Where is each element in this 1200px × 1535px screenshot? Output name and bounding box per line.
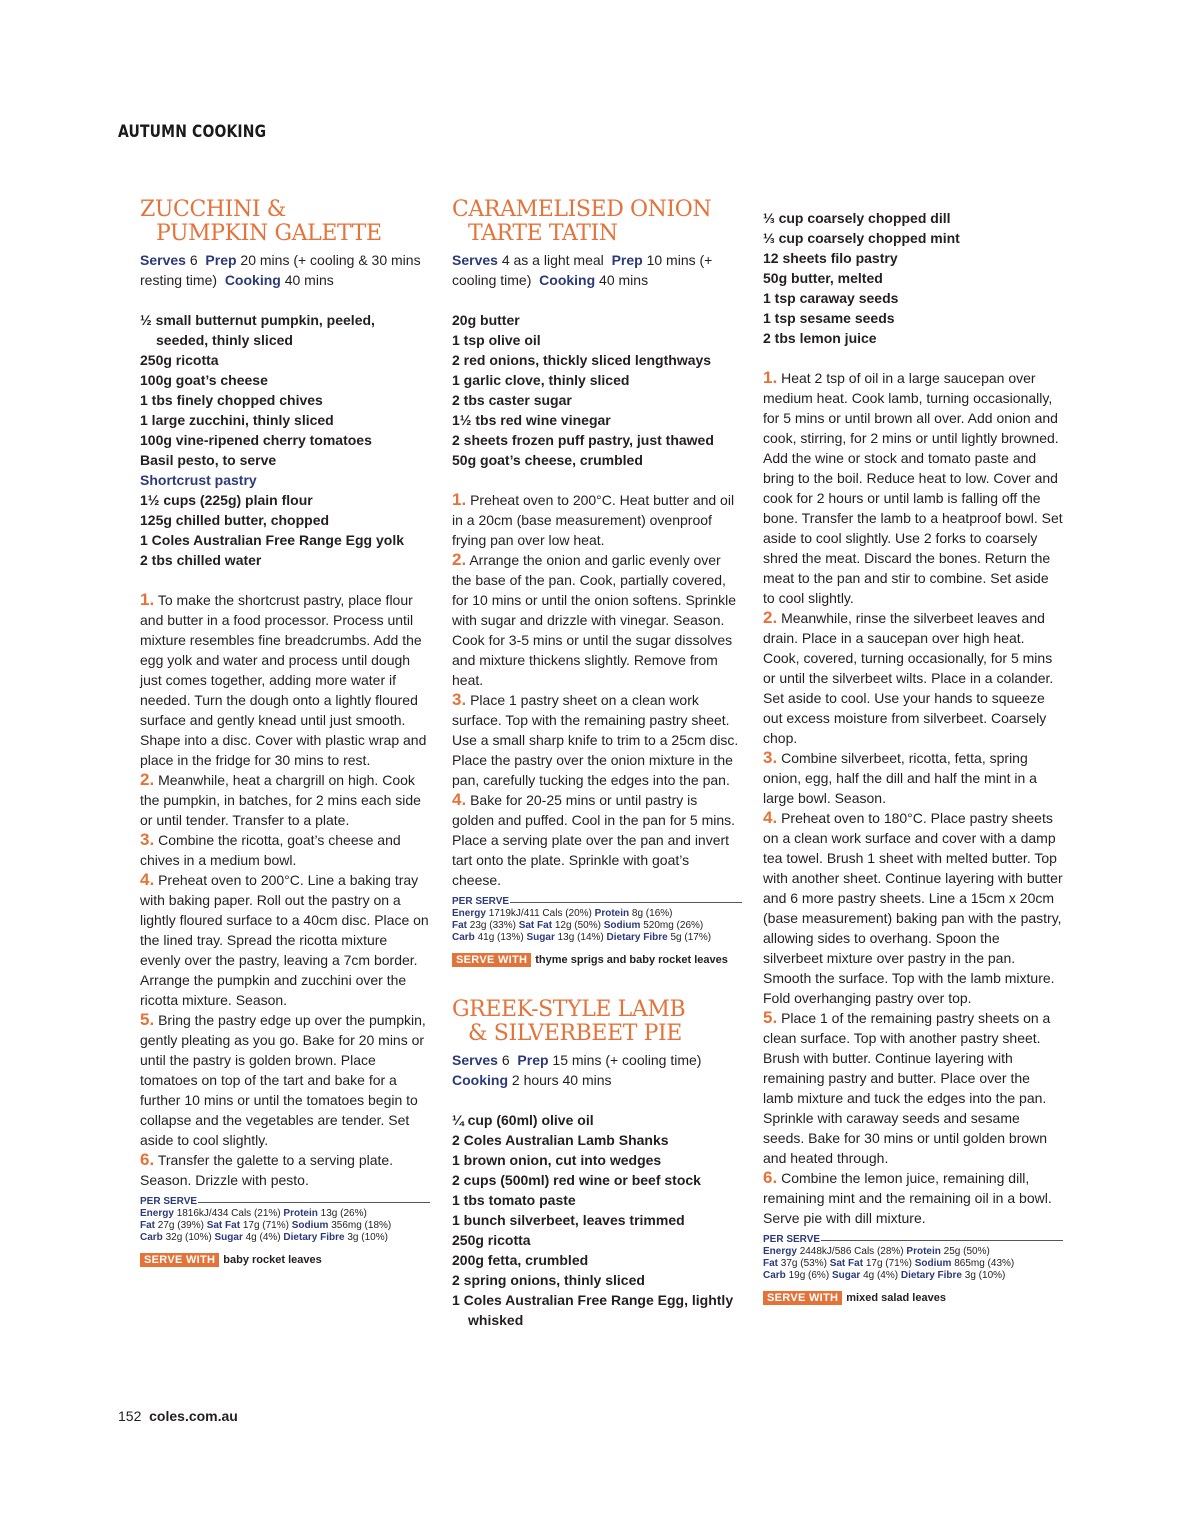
per-serve-heading: PER SERVE — [140, 1196, 430, 1208]
nutrient-value: 17g (71%) — [242, 1220, 289, 1231]
step-number: 2. — [140, 770, 155, 789]
site-link[interactable]: coles.com.au — [149, 1408, 238, 1424]
nutrient-label: Energy — [452, 908, 486, 919]
nutrient-value: 17g (71%) — [865, 1258, 912, 1269]
ingredient-item: 12 sheets filo pastry — [763, 250, 898, 266]
serve-with-tag: SERVE WITH — [452, 953, 531, 967]
method-steps — [452, 490, 742, 890]
method-step — [763, 808, 1063, 1008]
recipe-title: CARAMELISED ONION TARTE TATIN — [452, 197, 712, 246]
method-step — [452, 690, 742, 790]
nutrient-value: 1816kJ/434 Cals (21%) — [176, 1208, 281, 1219]
nutrition-info — [763, 1234, 1063, 1282]
per-serve-heading: PER SERVE — [763, 1234, 1063, 1246]
serve-with: SERVE WITH baby rocket leaves — [140, 1252, 430, 1268]
nutrient-value: 32g (10%) — [165, 1232, 212, 1243]
nutrient-label: Protein — [283, 1208, 318, 1219]
page-number: 152 — [118, 1408, 142, 1424]
ingredient-item: 100g vine-ripened cherry tomatoes — [140, 432, 372, 448]
ingredient-list — [452, 1110, 742, 1330]
ingredient-item: 2 sheets frozen puff pastry, just thawed — [452, 432, 714, 448]
step-text: Bake for 20-25 mins or until pastry is golden and puffed. Cool in the pan for 5 mins. Place a serving plate over the pan and invert tart onto the plate. Sprinkle with goat’s cheese. — [452, 792, 736, 888]
recipe-meta: Serves 6 Prep 20 mins (+ cooling & 30 mins resting time) Cooking 40 mins — [140, 252, 421, 288]
step-text: Transfer the galette to a serving plate. Season. Drizzle with pesto. — [140, 1152, 394, 1188]
ingredient-list — [452, 310, 742, 470]
step-number: 4. — [452, 790, 467, 809]
ingredient-item: 50g butter, melted — [763, 270, 883, 286]
method-step — [763, 608, 1063, 748]
step-text: Meanwhile, rinse the silverbeet leaves and drain. Place in a saucepan over high heat. Cook, covered, turning occasionally, for 5 mins or until the silverbeet wilts. Place in a colander. Set aside to cool. Use your hands to squeeze out excess moisture from silverbeet. Coarsely chop. — [763, 610, 1054, 746]
method-step — [140, 770, 430, 830]
ingredient-item: 1 garlic clove, thinly sliced — [452, 372, 630, 388]
ingredient-item: 2 tbs chilled water — [140, 552, 262, 568]
method-step — [140, 1150, 430, 1190]
step-text: Combine the lemon juice, remaining dill, remaining mint and the remaining oil in a bowl. Serve pie with dill mixture. — [763, 1170, 1052, 1226]
method-step — [452, 790, 742, 890]
nutrient-label: Sugar — [214, 1232, 243, 1243]
nutrient-value: 23g (33%) — [469, 920, 516, 931]
step-number: 3. — [763, 748, 778, 767]
ingredient-item: 1 bunch silverbeet, leaves trimmed — [452, 1212, 685, 1228]
recipe-lamb-continued — [763, 198, 1063, 1306]
ingredient-item: 1 tbs tomato paste — [452, 1192, 576, 1208]
nutrition-line — [452, 932, 742, 944]
nutrition-line — [140, 1232, 430, 1244]
method-step — [763, 1168, 1063, 1228]
step-number: 4. — [140, 870, 155, 889]
step-number: 3. — [140, 830, 155, 849]
page-footer — [118, 1408, 238, 1424]
ingredient-list — [140, 310, 430, 470]
step-number: 2. — [763, 608, 778, 627]
nutrient-label: Carb — [763, 1270, 786, 1281]
ingredient-item: 2 cups (500ml) red wine or beef stock — [452, 1172, 701, 1188]
nutrient-value: 8g (16%) — [631, 908, 673, 919]
ingredient-item: 1 tsp caraway seeds — [763, 290, 899, 306]
step-text: Place 1 pastry sheet on a clean work surface. Top with the remaining pastry sheet. Use a small sharp knife to trim to a 25cm disc. Place the pastry over the onion mixture in the pan, carefully tucking the edges into the pan. — [452, 692, 739, 788]
ingredient-item: 2 red onions, thickly sliced lengthways — [452, 352, 712, 368]
nutrition-line — [763, 1270, 1063, 1282]
method-step — [763, 1008, 1063, 1168]
nutrition-line — [452, 920, 742, 932]
step-text: Meanwhile, heat a chargrill on high. Cook the pumpkin, in batches, for 2 mins each side or until tender. Transfer to a plate. — [140, 772, 421, 828]
ingredient-item: 125g chilled butter, chopped — [140, 512, 330, 528]
sub-ingredient-list — [140, 470, 430, 490]
serve-with: SERVE WITH thyme sprigs and baby rocket leaves — [452, 952, 742, 968]
sub-ingredients — [140, 490, 430, 570]
nutrient-value: 13g (26%) — [320, 1208, 367, 1219]
nutrient-label: Sugar — [831, 1270, 861, 1281]
nutrient-label: Sodium — [914, 1258, 952, 1269]
nutrient-value: 37g (53%) — [780, 1258, 827, 1269]
nutrient-label: Fat — [140, 1220, 155, 1231]
step-number: 5. — [140, 1010, 155, 1029]
method-step — [140, 870, 430, 1010]
nutrient-value: 27g (39%) — [157, 1220, 204, 1231]
nutrient-label: Sat Fat — [206, 1220, 241, 1231]
nutrient-label: Fat — [452, 920, 467, 931]
serve-with-tag: SERVE WITH — [140, 1253, 219, 1267]
ingredient-item: 1 tsp olive oil — [452, 332, 541, 348]
nutrient-label: Protein — [594, 908, 630, 919]
nutrition-line — [763, 1258, 1063, 1270]
nutrient-value: 865mg (43%) — [954, 1258, 1015, 1269]
per-serve-heading: PER SERVE — [452, 896, 742, 908]
recipe-tatin — [452, 198, 742, 1330]
ingredient-item: 1 Coles Australian Free Range Egg yolk — [140, 532, 405, 548]
nutrient-label: Protein — [906, 1246, 941, 1257]
nutrition-line — [763, 1246, 1063, 1258]
method-step — [140, 590, 430, 770]
ingredient-item: 1 large zucchini, thinly sliced — [140, 412, 334, 428]
ingredient-item: Basil pesto, to serve — [140, 452, 277, 468]
step-text: Preheat oven to 180°C. Place pastry sheets on a clean work surface and cover with a damp tea towel. Brush 1 sheet with melted butter. Top with another sheet. Continue layering with butter and 6 more pastry sheets. Line a 15cm x 20cm (base measurement) baking pan with the pastry, allowing sides to overhang. Spoon the silverbeet mixture over pastry in the pan. Smooth the surface. Top with the lamb mixture. Fold overhanging pastry over top. — [763, 810, 1063, 1006]
nutrient-label: Sugar — [526, 932, 555, 943]
nutrient-value: 5g (17%) — [670, 932, 712, 943]
nutrient-value: 2448kJ/586 Cals (28%) — [799, 1246, 904, 1257]
step-number: 3. — [452, 690, 467, 709]
recipe-meta: Serves 4 as a light meal Prep 10 mins (+ cooling time) Cooking 40 mins — [452, 252, 713, 288]
ingredient-item: 1 tsp sesame seeds — [763, 310, 895, 326]
nutrient-label: Sat Fat — [829, 1258, 864, 1269]
ingredient-item: 2 tbs caster sugar — [452, 392, 572, 408]
recipe-title: ZUCCHINI & PUMPKIN GALETTE — [140, 197, 382, 246]
step-number: 1. — [452, 490, 467, 509]
ingredient-item: 1 brown onion, cut into wedges — [452, 1152, 662, 1168]
step-text: Place 1 of the remaining pastry sheets on a clean surface. Top with another pastry sheet. Brush with butter. Continue layering with remaining pastry and butter. Place over the lamb mixture and tuck the edges into the pan. Sprinkle with caraway seeds and sesame seeds. Bake for 30 mins or until golden brown and heated through. — [763, 1010, 1051, 1166]
step-number: 5. — [763, 1008, 778, 1027]
step-text: Arrange the onion and garlic evenly over the base of the pan. Cook, partially covered, for 10 mins or until the onion softens. Sprinkle with sugar and drizzle with vinegar. Season. Cook for 3-5 mins or until the sugar dissolves and mixture thickens slightly. Remove from heat. — [452, 552, 737, 688]
recipe-galette — [140, 198, 430, 1268]
ingredient-item: 1 Coles Australian Free Range Egg, lightly whisked — [452, 1292, 734, 1328]
ingredient-item: 2 Coles Australian Lamb Shanks — [452, 1132, 669, 1148]
nutrition-info — [140, 1196, 430, 1244]
ingredient-item: 200g fetta, crumbled — [452, 1252, 589, 1268]
nutrient-value: 520mg (26%) — [643, 920, 704, 931]
nutrient-value: 12g (50%) — [554, 920, 601, 931]
ingredient-item: ⅓ cup coarsely chopped mint — [763, 230, 960, 246]
nutrient-value: 3g (10%) — [964, 1270, 1006, 1281]
nutrition-line — [140, 1208, 430, 1220]
ingredient-item: ¼ cup (60ml) olive oil — [452, 1112, 594, 1128]
step-text: Preheat oven to 200°C. Heat butter and oil in a 20cm (base measurement) ovenproof frying pan over low heat. — [452, 492, 735, 548]
step-number: 6. — [140, 1150, 155, 1169]
method-step — [763, 368, 1063, 608]
ingredient-item: 250g ricotta — [140, 352, 219, 368]
nutrient-label: Dietary Fibre — [606, 932, 668, 943]
ingredient-item: 250g ricotta — [452, 1232, 531, 1248]
step-text: Heat 2 tsp of oil in a large saucepan over medium heat. Cook lamb, turning occasionally, for 5 mins or until brown all over. Add onion and cook, stirring, for 2 mins or until lightly browned. Add the wine or stock and tomato paste and bring to the boil. Reduce heat to low. Cover and cook for 2 hours or until lamb is falling off the bone. Transfer the lamb to a heatproof bowl. Set aside to cool slightly. Use 2 forks to coarsely shred the meat. Discard the bones. Return the meat to the pan and stir to combine. Set aside to cool slightly. — [763, 370, 1063, 606]
nutrient-label: Energy — [763, 1246, 797, 1257]
nutrient-label: Sodium — [603, 920, 641, 931]
ingredient-item: 2 spring onions, thinly sliced — [452, 1272, 645, 1288]
nutrient-label: Sodium — [291, 1220, 329, 1231]
ingredient-item: 20g butter — [452, 312, 520, 328]
nutrition-info — [452, 896, 742, 944]
step-number: 2. — [452, 550, 467, 569]
nutrient-label: Dietary Fibre — [283, 1232, 345, 1243]
recipe-lamb — [452, 998, 742, 1330]
method-step — [763, 748, 1063, 808]
nutrient-label: Energy — [140, 1208, 174, 1219]
nutrient-value: 25g (50%) — [943, 1246, 990, 1257]
ingredient-item: ⅓ cup coarsely chopped dill — [763, 210, 951, 226]
nutrient-value: 13g (14%) — [557, 932, 604, 943]
nutrient-value: 4g (4%) — [863, 1270, 899, 1281]
serve-with: SERVE WITH mixed salad leaves — [763, 1290, 1063, 1306]
method-step — [452, 550, 742, 690]
ingredient-item: 50g goat’s cheese, crumbled — [452, 452, 643, 468]
nutrient-label: Dietary Fibre — [900, 1270, 962, 1281]
nutrient-label: Sat Fat — [518, 920, 553, 931]
ingredient-item: 1 tbs finely chopped chives — [140, 392, 323, 408]
nutrient-value: 1719kJ/411 Cals (20%) — [488, 908, 592, 919]
recipe-meta: Serves 6 Prep 15 mins (+ cooling time) Cooking 2 hours 40 mins — [452, 1052, 702, 1088]
step-text: Preheat oven to 200°C. Line a baking tray with baking paper. Roll out the pastry on a lightly floured surface to a 40cm disc. Place on the lined tray. Spread the ricotta mixture evenly over the pastry, leaving a 7cm border. Arrange the pumpkin and zucchini over the ricotta mixture. Season. — [140, 872, 429, 1008]
nutrient-label: Carb — [452, 932, 475, 943]
step-number: 6. — [763, 1168, 778, 1187]
section-label: AUTUMN COOKING — [118, 122, 267, 142]
ingredient-item: 1½ cups (225g) plain flour — [140, 492, 313, 508]
step-text: To make the shortcrust pastry, place flour and butter in a food processor. Process until mixture resembles fine breadcrumbs. Add the egg yolk and water and process until dough just comes together, adding more water if needed. Turn the dough onto a lightly floured surface and gently knead until just smooth. Shape into a disc. Cover with plastic wrap and place in the fridge for 30 mins to rest. — [140, 592, 427, 768]
sub-heading: Shortcrust pastry — [140, 472, 257, 488]
nutrient-value: 3g (10%) — [347, 1232, 388, 1243]
method-step — [140, 1010, 430, 1150]
recipe-title: GREEK-STYLE LAMB & SILVERBEET PIE — [452, 997, 686, 1046]
ingredient-list-continued — [763, 208, 1063, 348]
ingredient-item: 100g goat’s cheese — [140, 372, 268, 388]
nutrient-label: Carb — [140, 1232, 163, 1243]
step-number: 1. — [763, 368, 778, 387]
step-text: Bring the pastry edge up over the pumpkin, gently pleating as you go. Bake for 20 mins or until the pastry is golden brown. Place tomatoes on top of the tart and bake for a further 10 mins or until the tomatoes begin to collapse and the vegetables are tender. Set aside to cool slightly. — [140, 1012, 426, 1148]
nutrition-line — [140, 1220, 430, 1232]
ingredient-item: ½ small butternut pumpkin, peeled, seeded, thinly sliced — [140, 312, 375, 348]
step-number: 1. — [140, 590, 155, 609]
step-text: Combine the ricotta, goat’s cheese and chives in a medium bowl. — [140, 832, 401, 868]
nutrient-label: Fat — [763, 1258, 778, 1269]
method-step — [140, 830, 430, 870]
nutrition-line — [452, 908, 742, 920]
ingredient-item: 2 tbs lemon juice — [763, 330, 877, 346]
step-text: Combine silverbeet, ricotta, fetta, spring onion, egg, half the dill and half the mint in a large bowl. Season. — [763, 750, 1037, 806]
nutrient-value: 4g (4%) — [245, 1232, 281, 1243]
step-number: 4. — [763, 808, 778, 827]
serve-with-tag: SERVE WITH — [763, 1291, 842, 1305]
method-steps — [763, 368, 1063, 1228]
method-steps — [140, 590, 430, 1190]
ingredient-item: 1½ tbs red wine vinegar — [452, 412, 611, 428]
method-step — [452, 490, 742, 550]
nutrient-value: 19g (6%) — [788, 1270, 830, 1281]
nutrient-value: 356mg (18%) — [331, 1220, 392, 1231]
nutrient-value: 41g (13%) — [477, 932, 524, 943]
